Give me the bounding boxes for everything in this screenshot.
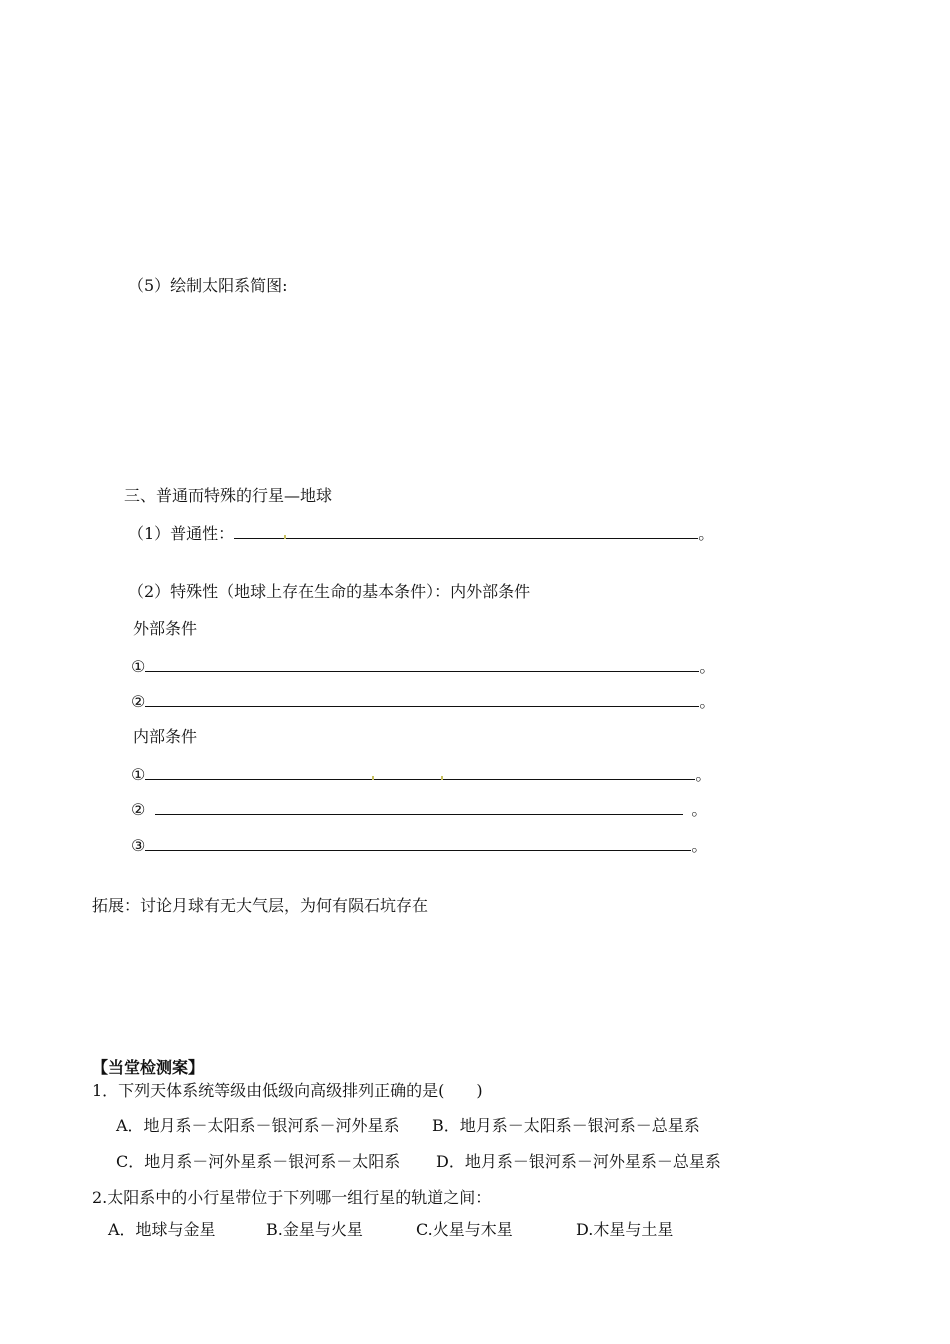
question-2-stem: 2.太阳系中的小行星带位于下列哪一组行星的轨道之间： (92, 1188, 492, 1207)
period: 。 (699, 692, 716, 711)
question-2-option-b[interactable]: B.金星与火星 (266, 1220, 363, 1239)
speciality-label: （2）特殊性（地球上存在生命的基本条件）：内外部条件 (128, 582, 531, 601)
external-conditions-label: 外部条件 (133, 619, 198, 638)
internal-item-2 (131, 798, 707, 821)
question-1-option-b[interactable]: B．地月系－太阳系－银河系－总星系 (432, 1116, 700, 1135)
internal-item-1 (131, 763, 711, 786)
period: 。 (699, 657, 716, 676)
internal-conditions-label: 内部条件 (133, 727, 198, 746)
internal-answer-blank-2[interactable] (155, 798, 683, 815)
section-heading: 三、普通而特殊的行星—地球 (124, 486, 333, 505)
item-marker: ② (131, 692, 146, 711)
question-2-option-c[interactable]: C.火星与木星 (416, 1220, 513, 1239)
commonality-row (128, 522, 714, 545)
period: 。 (691, 836, 708, 855)
external-item-1 (131, 655, 715, 678)
internal-item-3 (131, 834, 707, 857)
period: 。 (695, 765, 712, 784)
item-marker: ② (131, 800, 146, 819)
external-item-2 (131, 690, 715, 713)
question-1-option-d[interactable]: D．地月系－银河系－河外星系－总星系 (436, 1152, 721, 1171)
question-2-option-d[interactable]: D.木星与土星 (576, 1220, 674, 1239)
period: 。 (691, 800, 708, 819)
internal-answer-blank-3[interactable] (145, 834, 691, 851)
item-marker: ① (131, 657, 146, 676)
external-answer-blank-2[interactable] (145, 690, 699, 707)
extension-prompt: 拓展：讨论月球有无大气层，为何有陨石坑存在 (92, 896, 429, 915)
drawing-prompt: （5）绘制太阳系简图: (128, 276, 288, 295)
period: 。 (698, 524, 715, 543)
internal-answer-blank-1[interactable] (145, 763, 695, 780)
commonality-answer-blank[interactable] (234, 522, 698, 539)
item-marker: ③ (131, 836, 146, 855)
external-answer-blank-1[interactable] (145, 655, 699, 672)
question-1-stem: 1．下列天体系统等级由低级向高级排列正确的是( ) (92, 1081, 483, 1100)
quiz-title: 【当堂检测案】 (92, 1058, 205, 1077)
question-1-option-c[interactable]: C．地月系－河外星系－银河系－太阳系 (116, 1152, 401, 1171)
question-2-option-a[interactable]: A．地球与金星 (108, 1220, 216, 1239)
item-marker: ① (131, 765, 146, 784)
commonality-label: （1）普通性： (128, 524, 235, 543)
question-1-option-a[interactable]: A．地月系－太阳系－银河系－河外星系 (116, 1116, 400, 1135)
